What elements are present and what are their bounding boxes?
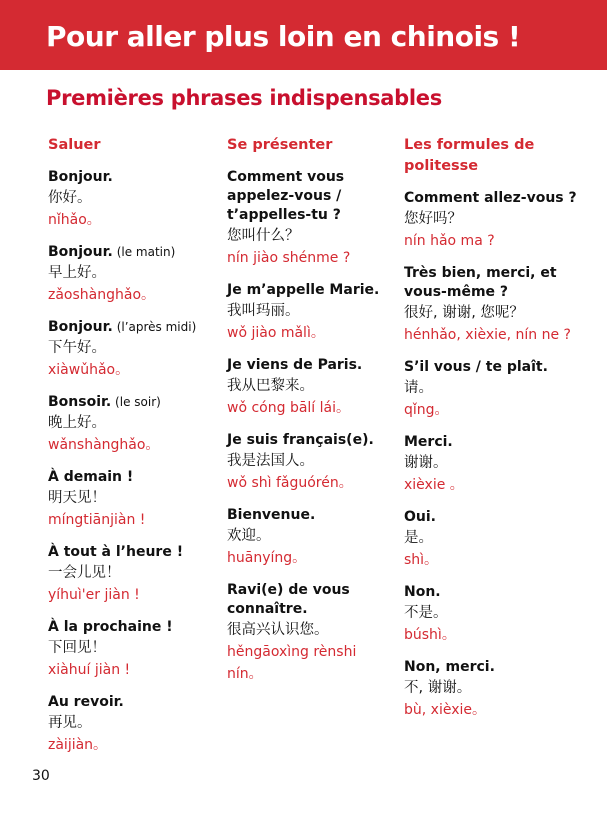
french-text: Bienvenue. (227, 507, 316, 523)
chinese-phrase: 下回见！ (48, 640, 106, 656)
phrase-entry (227, 431, 395, 494)
phrase-entry (404, 658, 584, 721)
french-phrase (404, 658, 584, 677)
french-text: Comment vous appelez-vous / t’appelles-tu ? (227, 169, 345, 223)
french-text: Bonjour. (48, 169, 113, 185)
french-text: Merci. (404, 434, 453, 450)
french-text: Je viens de Paris. (227, 357, 363, 373)
pinyin-phrase: nǐhǎo。 (48, 212, 101, 228)
french-phrase (48, 543, 216, 562)
chinese-phrase: 您好吗？ (404, 211, 462, 227)
french-phrase (227, 356, 395, 375)
chinese-phrase: 我叫玛丽。 (227, 303, 300, 319)
french-text: Très bien, merci, et vous-même ? (404, 265, 557, 300)
phrase-entry (227, 281, 395, 344)
chinese-phrase: 你好。 (48, 190, 92, 206)
phrase-entry (404, 189, 584, 252)
french-text: Comment allez-vous ? (404, 190, 577, 206)
french-text: Au revoir. (48, 694, 124, 710)
pinyin-phrase: nín hǎo ma ? (404, 233, 495, 249)
french-text: À tout à l’heure ! (48, 544, 184, 560)
french-phrase (404, 508, 584, 527)
chinese-phrase: 下午好。 (48, 340, 106, 356)
french-text: À la prochaine ! (48, 619, 173, 635)
phrase-note: (l’après midi) (112, 320, 197, 334)
pinyin-phrase: huānyíng。 (227, 550, 307, 566)
pinyin-phrase: hěngāoxìng rènshi nín。 (227, 644, 357, 682)
phrase-entry (227, 168, 395, 269)
phrase-note: (le matin) (112, 245, 176, 259)
phrase-entry (48, 618, 216, 681)
column-saluer (48, 135, 216, 756)
phrase-entry (227, 506, 395, 569)
section-title: Premières phrases indispensables (46, 86, 442, 110)
phrase-entry (48, 468, 216, 531)
pinyin-phrase: wǒ shì fǎguórén。 (227, 475, 353, 491)
french-phrase (404, 583, 584, 602)
french-text: Bonjour. (48, 244, 113, 260)
phrase-entry (48, 243, 216, 306)
pinyin-phrase: qǐng。 (404, 402, 449, 418)
french-text: Je suis français(e). (227, 432, 374, 448)
pinyin-phrase: nín jiào shénme ? (227, 250, 351, 266)
french-text: S’il vous / te plaît. (404, 359, 548, 375)
column-heading: Les formules de politesse (404, 137, 535, 174)
chinese-phrase: 我是法国人。 (227, 453, 314, 469)
pinyin-phrase: wǒ cóng bālí lái。 (227, 400, 350, 416)
pinyin-phrase: míngtiānjiàn ! (48, 512, 146, 528)
phrase-entry (404, 433, 584, 496)
french-text: À demain ! (48, 469, 134, 485)
french-phrase (227, 281, 395, 300)
french-text: Oui. (404, 509, 436, 525)
phrase-entry (404, 264, 584, 346)
chinese-phrase: 欢迎。 (227, 528, 271, 544)
chinese-phrase: 再见。 (48, 715, 92, 731)
french-phrase (48, 318, 216, 337)
french-text: Bonsoir. (48, 394, 112, 410)
chinese-phrase: 很高兴认识您。 (227, 622, 329, 638)
french-phrase (404, 433, 584, 452)
french-text: Ravi(e) de vous connaître. (227, 582, 350, 617)
french-text: Non, merci. (404, 659, 495, 675)
pinyin-phrase: búshì。 (404, 627, 456, 643)
french-phrase (227, 581, 395, 619)
phrase-entry (48, 693, 216, 756)
pinyin-phrase: yíhuì'er jiàn ! (48, 587, 140, 603)
page-title: Pour aller plus loin en chinois ! (46, 20, 521, 53)
chinese-phrase: 很好, 谢谢, 您呢？ (404, 305, 524, 321)
phrase-note: (le soir) (111, 395, 161, 409)
chinese-phrase: 我从巴黎来。 (227, 378, 314, 394)
phrase-entry (48, 168, 216, 231)
pinyin-phrase: xiàwǔhǎo。 (48, 362, 130, 378)
chinese-phrase: 一会儿见！ (48, 565, 121, 581)
chinese-phrase: 谢谢。 (404, 455, 448, 471)
french-text: Je m’appelle Marie. (227, 282, 380, 298)
column-heading: Saluer (48, 137, 101, 153)
chinese-phrase: 早上好。 (48, 265, 106, 281)
chinese-phrase: 明天见！ (48, 490, 106, 506)
phrase-entry (404, 508, 584, 571)
french-phrase (48, 618, 216, 637)
french-text: Bonjour. (48, 319, 113, 335)
french-phrase (48, 393, 216, 412)
french-phrase (48, 693, 216, 712)
french-phrase (227, 506, 395, 525)
chinese-phrase: 是。 (404, 530, 433, 546)
phrase-entry (48, 543, 216, 606)
pinyin-phrase: wǎnshànghǎo。 (48, 437, 160, 453)
chinese-phrase: 您叫什么？ (227, 228, 300, 244)
column-se-presenter (227, 135, 395, 685)
pinyin-phrase: hénhǎo, xièxie, nín ne ? (404, 327, 571, 343)
french-text: Non. (404, 584, 441, 600)
phrase-entry (227, 581, 395, 685)
french-phrase (48, 168, 216, 187)
phrase-entry (48, 318, 216, 381)
french-phrase (227, 168, 395, 225)
page-number: 30 (32, 768, 50, 784)
column-heading: Se présenter (227, 137, 333, 153)
pinyin-phrase: xiàhuí jiàn ! (48, 662, 131, 678)
french-phrase (48, 243, 216, 262)
chinese-phrase: 不, 谢谢。 (404, 680, 472, 696)
chinese-phrase: 不是。 (404, 605, 448, 621)
pinyin-phrase: xièxie 。 (404, 477, 464, 493)
french-phrase (404, 358, 584, 377)
pinyin-phrase: zàijiàn。 (48, 737, 108, 753)
phrase-entry (404, 358, 584, 421)
french-phrase (48, 468, 216, 487)
french-phrase (227, 431, 395, 450)
header-banner (0, 0, 607, 70)
phrase-entry (48, 393, 216, 456)
french-phrase (404, 189, 584, 208)
pinyin-phrase: shì。 (404, 552, 439, 568)
pinyin-phrase: bù, xièxie。 (404, 702, 486, 718)
phrase-entry (227, 356, 395, 419)
chinese-phrase: 晚上好。 (48, 415, 106, 431)
phrase-entry (404, 583, 584, 646)
pinyin-phrase: zǎoshànghǎo。 (48, 287, 156, 303)
chinese-phrase: 请。 (404, 380, 433, 396)
column-formules-politesse (404, 135, 584, 721)
french-phrase (404, 264, 584, 302)
pinyin-phrase: wǒ jiào mǎlì。 (227, 325, 325, 341)
